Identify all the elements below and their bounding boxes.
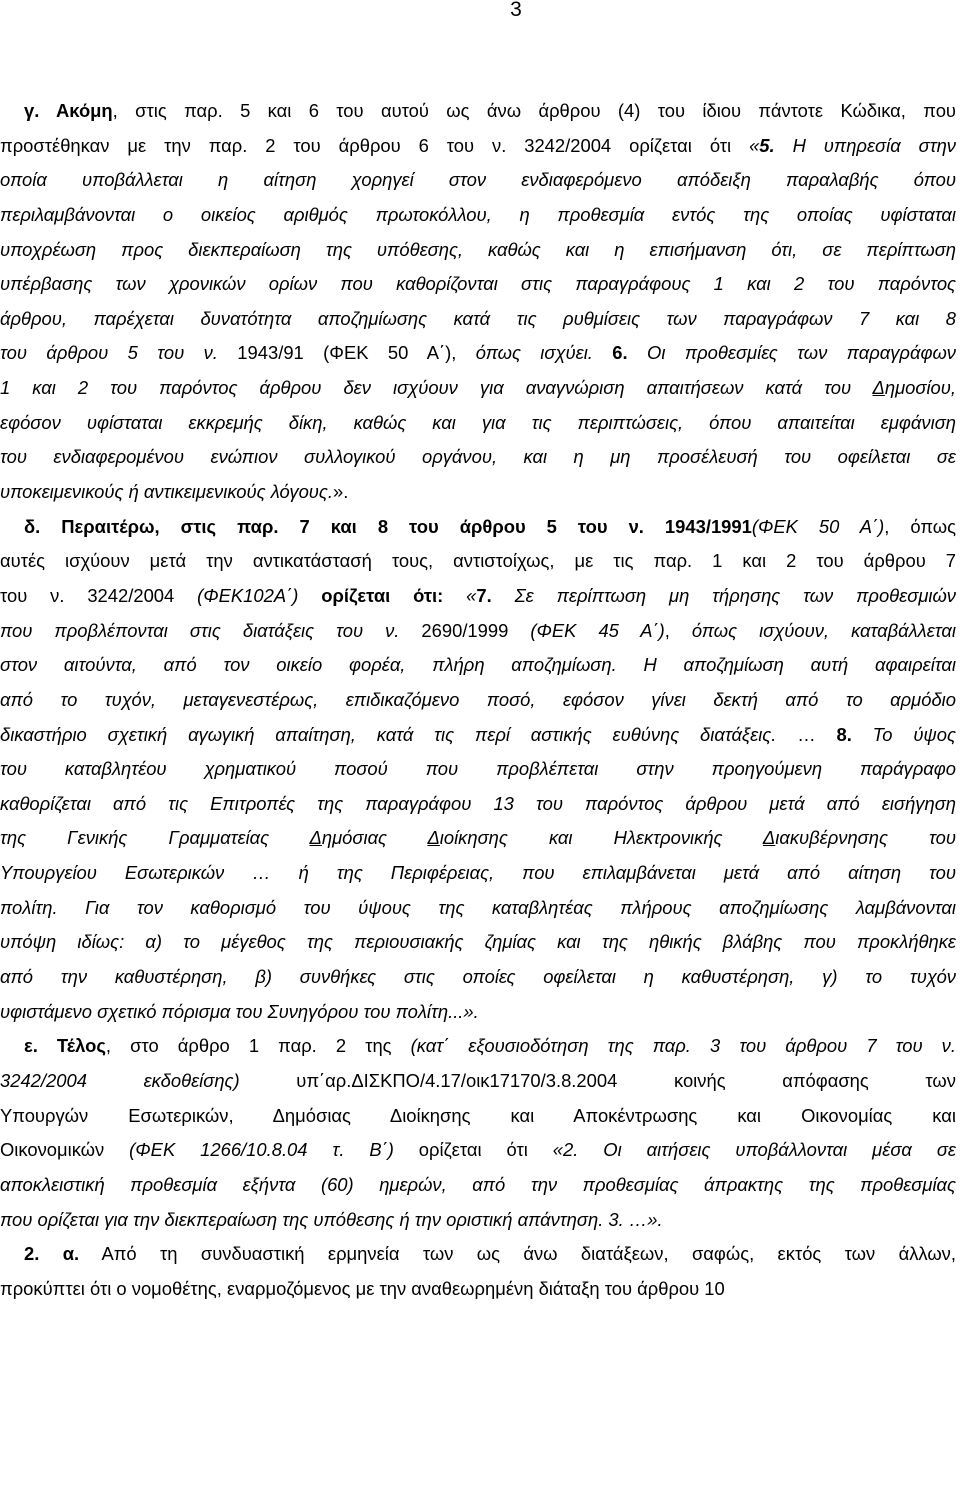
text-segment: αποκλειστική προθεσμία εξήντα (60) ημερών, από την προθεσμίας άπρακτης της προθεσμίας: [0, 1173, 956, 1195]
text-segment: Υπουργείου Εσωτερικών … ή της Περιφέρειας, που επιλαμβάνεται μετά από αίτηση του: [0, 862, 956, 884]
text-segment: , όπως: [884, 515, 956, 537]
text-segment: στον αιτούντα, από τον οικείο φορέα, πλήρη αποζημίωση. Η αποζημίωση αυτή αφαιρείται: [0, 654, 956, 676]
text-segment: ιακυβέρνησης του: [775, 827, 956, 849]
text-segment: , στις παρ. 5 και 6 του αυτού ως άνω άρθρου (4) του ίδιου πάντοτε Κώδικα, που: [112, 100, 956, 121]
text-segment: υπέρβασης των χρονικών ορίων που καθορίζονται στις παραγράφους 1 και 2 του παρόντος: [0, 273, 956, 295]
text-segment: αυτές ισχύουν μετά την αντικατάστασή τους, αντιστοίχως, με τις παρ. 1 και 2 του άρθρου 7: [0, 550, 956, 572]
text-segment: που προβλέπονται στις διατάξεις του ν.: [0, 619, 422, 641]
text-segment: (ΦΕΚ 1266/10.8.04 τ. Β΄): [129, 1139, 394, 1161]
text-segment: όπως ισχύουν, καταβάλλεται: [691, 619, 956, 641]
text-line: [0, 995, 956, 1030]
text-line: [0, 1133, 956, 1168]
text-segment: υποχρέωση προς διεκπεραίωση της υπόθεσης, καθώς και η επισήμανση ότι, σε περίπτωση: [0, 238, 956, 260]
text-segment: άρθρου, παρέχεται δυνατότητα αποζημίωσης κατά τις ρυθμίσεις των παραγράφων 7 και 8: [0, 307, 956, 329]
text-segment: Σε περίπτωση μη τήρησης των προθεσμιών: [514, 584, 956, 606]
text-segment: Δ: [309, 827, 322, 849]
text-segment: περιλαμβάνονται ο οικείος αριθμός πρωτοκόλλου, η προθεσμία εντός της οποίας υφίσταται: [0, 203, 956, 225]
text-segment: υπ΄αρ.ΔΙΣΚΠΟ/4.17/οικ17170/3.8.2004 κοινής απόφασης των: [239, 1069, 956, 1091]
text-segment: υπόψη ιδίως: α) το μέγεθος της περιουσιακής ζημίας και της ηθικής βλάβης που προκλήθηκε: [0, 931, 956, 953]
text-segment: υποκειμενικούς ή αντικειμενικούς λόγους.: [0, 481, 333, 503]
text-segment: από το τυχόν, μεταγενεστέρως, επιδικαζόμενο ποσό, εφόσον γίνει δεκτή από το αρμόδιο: [0, 688, 956, 710]
text-segment: , στο άρθρο 1 παρ. 2 της: [105, 1035, 411, 1057]
text-segment: «: [749, 134, 760, 156]
text-segment: του ενδιαφερομένου ενώπιον συλλογικού οργάνου, και η μη προσέλευσή του οφείλεται σε: [0, 446, 956, 468]
document-body: [0, 94, 956, 1306]
text-segment: Από τη συνδυαστική ερμηνεία των ως άνω διατάξεων, σαφώς, εκτός των άλλων,: [79, 1243, 956, 1265]
text-line: [0, 1099, 956, 1134]
text-line: [0, 406, 956, 441]
text-segment: ,: [664, 619, 692, 641]
text-segment: του καταβλητέου χρηματικού ποσού που προβλέπεται στην προηγούμενη παράγραφο: [0, 758, 956, 780]
text-segment: Υπουργών Εσωτερικών, Δημόσιας Διοίκησης και Αποκέντρωσης και Οικονομίας και: [0, 1104, 956, 1126]
text-line: [0, 336, 956, 371]
text-line: [0, 960, 956, 995]
text-segment: 6.: [612, 342, 648, 364]
text-line: [0, 129, 956, 164]
text-line: [0, 579, 956, 614]
text-line: [0, 302, 956, 337]
text-line: [0, 718, 956, 753]
text-line: [0, 1064, 956, 1099]
text-segment: ».: [332, 481, 349, 503]
text-segment: 3242/2004 εκδοθείσης): [0, 1069, 240, 1091]
text-segment: …: [776, 723, 837, 745]
text-segment: «2. Οι αιτήσεις υποβάλλονται μέσα σε: [552, 1139, 956, 1161]
text-line: [0, 1168, 956, 1203]
text-line: [0, 856, 956, 891]
text-line: [0, 510, 956, 545]
text-segment: 5.: [759, 134, 793, 156]
text-segment: (ΦΕΚ102Α΄): [197, 584, 299, 606]
text-line: [0, 752, 956, 787]
text-segment: από την καθυστέρηση, β) συνθήκες στις οποίες οφείλεται η καθυστέρηση, γ) το τυχόν: [0, 966, 956, 988]
text-line: [0, 475, 956, 510]
text-segment: Το ύψος: [872, 723, 956, 745]
text-segment: προστέθηκαν με την παρ. 2 του άρθρου 6 του ν. 3242/2004 ορίζεται ότι: [0, 134, 750, 156]
text-segment: οποία υποβάλλεται η αίτηση χορηγεί στον ενδιαφερόμενο απόδειξη παραλαβής όπου: [0, 169, 956, 191]
text-line: [0, 544, 956, 579]
text-segment: του άρθρου 5 του ν.: [0, 342, 238, 364]
text-segment: Οικονομικών: [0, 1139, 130, 1161]
text-segment: Δ: [872, 377, 885, 399]
text-line: [0, 1272, 956, 1307]
text-segment: 1 και 2 του παρόντος άρθρου δεν ισχύουν για αναγνώριση απαιτήσεων κατά του: [0, 377, 873, 399]
text-segment: γ. Ακόμη: [24, 100, 113, 121]
text-line: [0, 1029, 956, 1064]
text-segment: ορίζεται ότι:: [298, 584, 444, 606]
text-line: [0, 94, 956, 129]
text-line: [0, 683, 956, 718]
text-line: [0, 925, 956, 960]
text-line: [0, 198, 956, 233]
text-line: [0, 787, 956, 822]
text-segment: της Γενικής Γραμματείας: [0, 827, 310, 849]
text-segment: (κατ΄ εξουσιοδότηση της παρ. 3 του άρθρου 7 του ν.: [410, 1035, 956, 1057]
text-line: [0, 821, 956, 856]
text-segment: που ορίζεται για την διεκπεραίωση της υπόθεσης ή την οριστική απάντηση. 3. …».: [0, 1208, 663, 1230]
text-segment: 7.: [476, 584, 515, 606]
text-segment: ιοίκησης και Ηλεκτρονικής: [439, 827, 763, 849]
text-segment: εφόσον υφίσταται εκκρεμής δίκη, καθώς και για τις περιπτώσεις, όπου απαιτείται εμφάνιση: [0, 411, 956, 433]
page-number: 3: [510, 0, 522, 21]
text-segment: Δ: [762, 827, 776, 849]
text-segment: Η υπηρεσία στην: [792, 134, 956, 156]
text-segment: δικαστήριο σχετική αγωγική απαίτηση, κατά τις περί αστικής ευθύνης διατάξεις.: [0, 723, 777, 745]
text-segment: Δ: [427, 827, 440, 849]
text-segment: 2. α.: [24, 1243, 80, 1265]
text-segment: (ΦΕΚ 45 Α΄): [530, 619, 665, 641]
text-segment: (ΦΕΚ 50 Α΄): [751, 515, 885, 537]
text-line: [0, 233, 956, 268]
text-line: [0, 371, 956, 406]
text-segment: ορίζεται ότι: [393, 1139, 553, 1161]
text-line: [0, 440, 956, 475]
text-line: [0, 163, 956, 198]
text-segment: δ. Περαιτέρω, στις παρ. 7 και 8 του άρθρου 5 του ν. 1943/1991: [24, 515, 752, 537]
text-segment: 8.: [836, 723, 873, 745]
text-line: [0, 1237, 956, 1272]
text-line: [0, 648, 956, 683]
text-segment: όπως ισχύει.: [475, 342, 613, 364]
text-line: [0, 1203, 956, 1238]
text-line: [0, 891, 956, 926]
text-segment: καθορίζεται από τις Επιτροπές της παραγράφου 13 του παρόντος άρθρου μετά από εισήγηση: [0, 792, 956, 814]
text-segment: ημόσιας: [321, 827, 428, 849]
text-line: [0, 614, 956, 649]
text-segment: πολίτη. Για τον καθορισμό του ύψους της καταβλητέας πλήρους αποζημίωσης λαμβάνονται: [0, 896, 956, 918]
text-segment: Οι προθεσμίες των παραγράφων: [647, 342, 956, 364]
text-segment: «: [443, 584, 477, 606]
text-segment: ε. Τέλος: [24, 1035, 106, 1057]
text-segment: του ν. 3242/2004: [0, 584, 198, 606]
text-segment: προκύπτει ότι ο νομοθέτης, εναρμοζόμενος με την αναθεωρημένη διάταξη του άρθρου 10: [0, 1277, 725, 1299]
text-segment: υφιστάμενο σχετικό πόρισμα του Συνηγόρου του πολίτη...».: [0, 1000, 479, 1022]
text-segment: 1943/91 (ΦΕΚ 50 Α΄),: [237, 342, 476, 364]
text-segment: ημοσίου,: [884, 377, 956, 399]
text-line: [0, 267, 956, 302]
text-segment: 2690/1999: [421, 619, 531, 641]
